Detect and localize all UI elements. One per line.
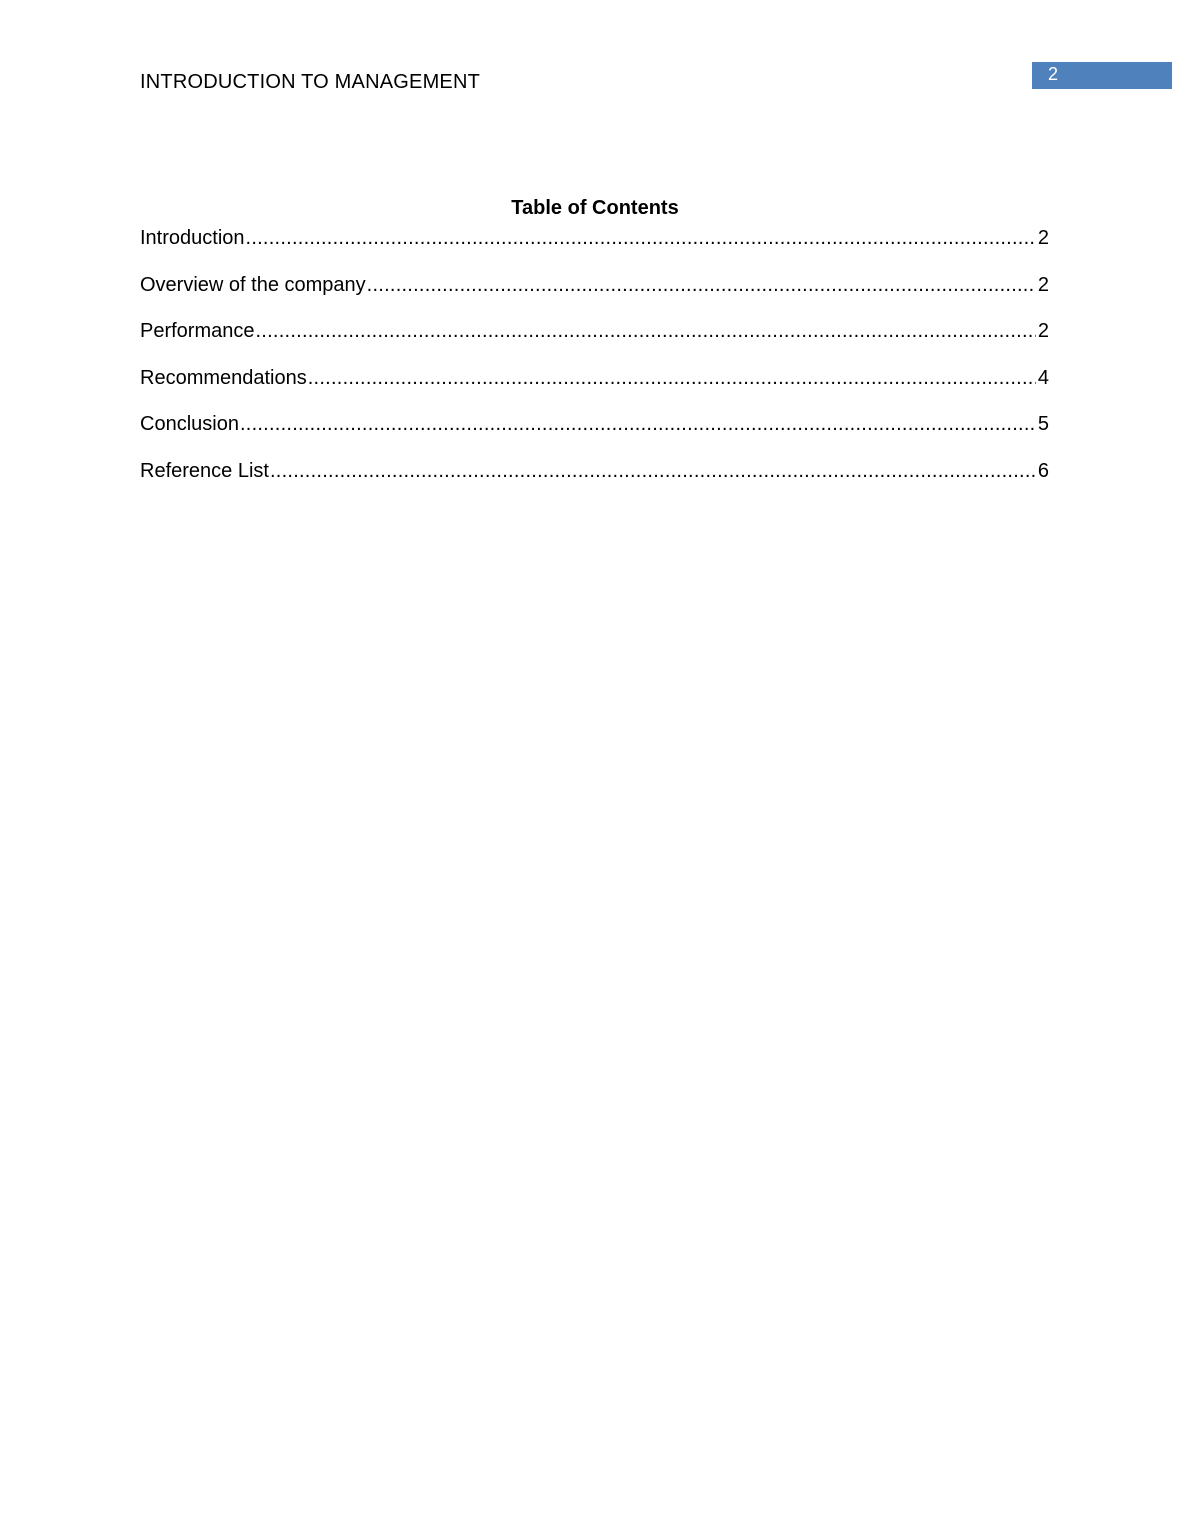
dot-leader — [367, 272, 1036, 298]
dot-leader — [256, 318, 1036, 344]
toc-entry-label: Performance — [140, 320, 255, 343]
toc-entry-page: 6 — [1037, 459, 1049, 482]
dot-leader — [240, 411, 1036, 437]
dot-leader — [308, 365, 1036, 391]
dot-leader — [270, 458, 1036, 484]
toc-entry-label: Recommendations — [140, 366, 307, 389]
toc-entry-overview[interactable] — [140, 272, 1049, 319]
toc-entry-recommendations[interactable] — [140, 365, 1049, 412]
toc-entry-page: 4 — [1037, 366, 1049, 389]
toc-entry-reference-list[interactable] — [140, 458, 1049, 505]
toc-entry-label: Introduction — [140, 227, 245, 249]
toc-entry-label: Overview of the company — [140, 273, 366, 296]
toc-entry-label: Conclusion — [140, 413, 239, 436]
toc-entry-page: 5 — [1037, 413, 1049, 436]
toc-entry-performance[interactable] — [140, 318, 1049, 365]
toc-entry-page: 2 — [1037, 273, 1049, 296]
toc-heading: Table of Contents — [511, 197, 679, 219]
toc-entry-page: 2 — [1037, 227, 1049, 249]
toc-entry-label: Reference List — [140, 459, 269, 482]
table-of-contents — [140, 225, 1049, 505]
dot-leader — [246, 225, 1036, 251]
toc-entry-introduction[interactable] — [140, 225, 1049, 272]
page-number-badge: 2 — [1032, 62, 1172, 89]
toc-entry-page: 2 — [1037, 320, 1049, 343]
running-header-title: INTRODUCTION TO MANAGEMENT — [140, 71, 481, 93]
toc-entry-conclusion[interactable] — [140, 411, 1049, 458]
